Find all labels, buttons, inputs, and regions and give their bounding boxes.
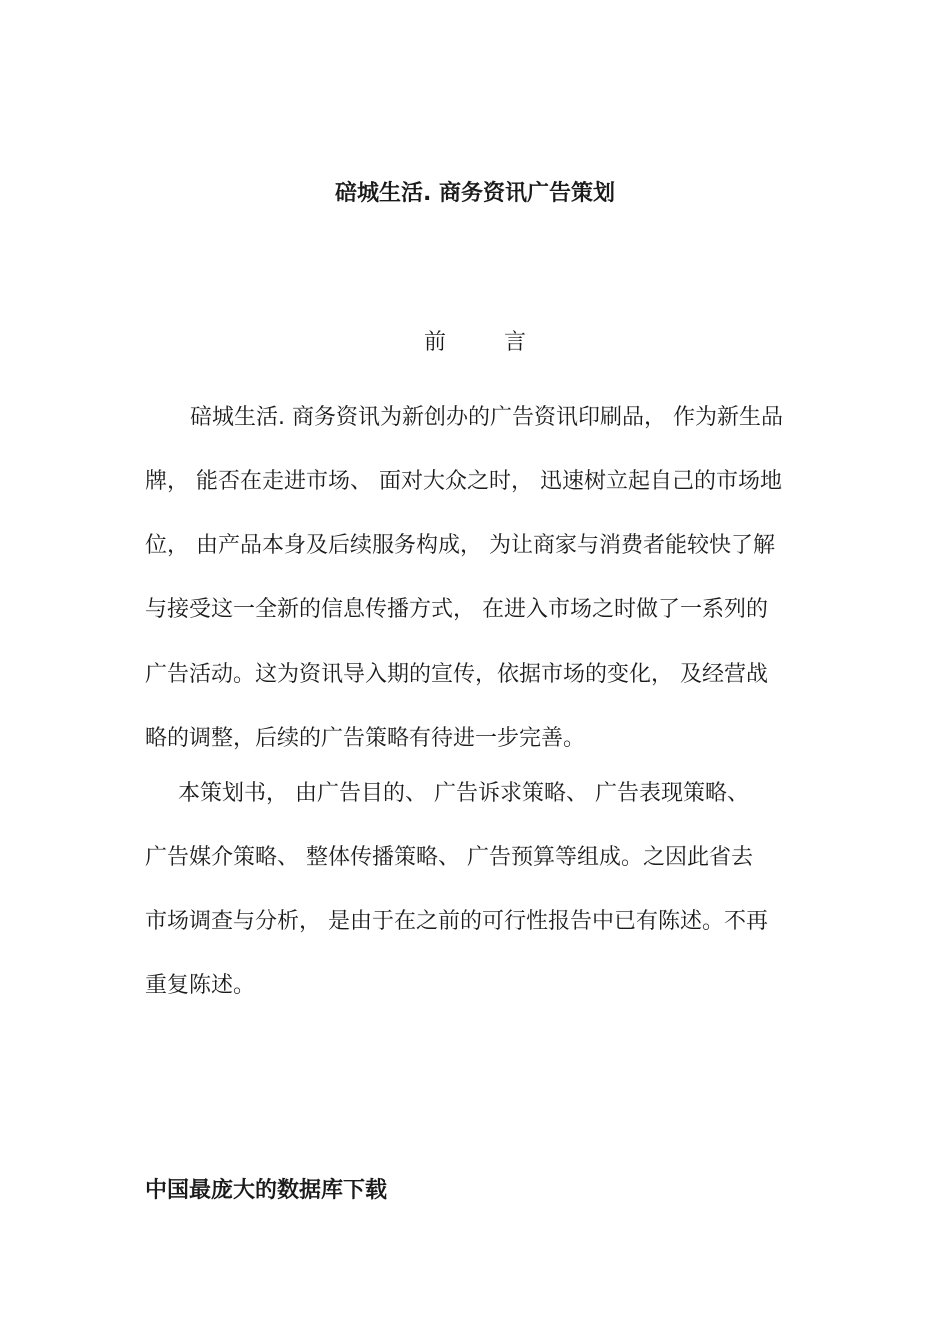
paragraph-line: 牌， 能否在走进市场、 面对大众之时， 迅速树立起自己的市场地: [145, 469, 782, 494]
paragraph-line: 广告媒介策略、 整体传播策略、 广告预算等组成。之因此省去: [145, 845, 753, 870]
preface-char-2: 言: [504, 330, 527, 355]
database-download-link[interactable]: 中国最庞大的数据库下载: [145, 1178, 388, 1203]
paragraph-line: 与接受这一全新的信息传播方式， 在进入市场之时做了一系列的: [145, 597, 768, 622]
document-title: 碚城生活. 商务资讯广告策划: [334, 181, 616, 206]
paragraph-line: 广告活动。这为资讯导入期的宣传，依据市场的变化， 及经营战: [145, 662, 768, 687]
paragraph-line: 碚城生活. 商务资讯为新创办的广告资讯印刷品， 作为新生品: [190, 405, 783, 430]
paragraph-line: 本策划书， 由广告目的、 广告诉求策略、 广告表现策略、: [178, 781, 749, 806]
paragraph-line: 略的调整，后续的广告策略有待进一步完善。: [145, 726, 586, 751]
paragraph-line: 市场调查与分析， 是由于在之前的可行性报告中已有陈述。不再: [145, 909, 768, 934]
paragraph-line: 重复陈述。: [145, 973, 256, 998]
preface-char-1: 前: [423, 330, 446, 355]
preface-heading: [0, 325, 950, 356]
paragraph-line: 位， 由产品本身及后续服务构成， 为让商家与消费者能较快了解: [145, 533, 775, 558]
